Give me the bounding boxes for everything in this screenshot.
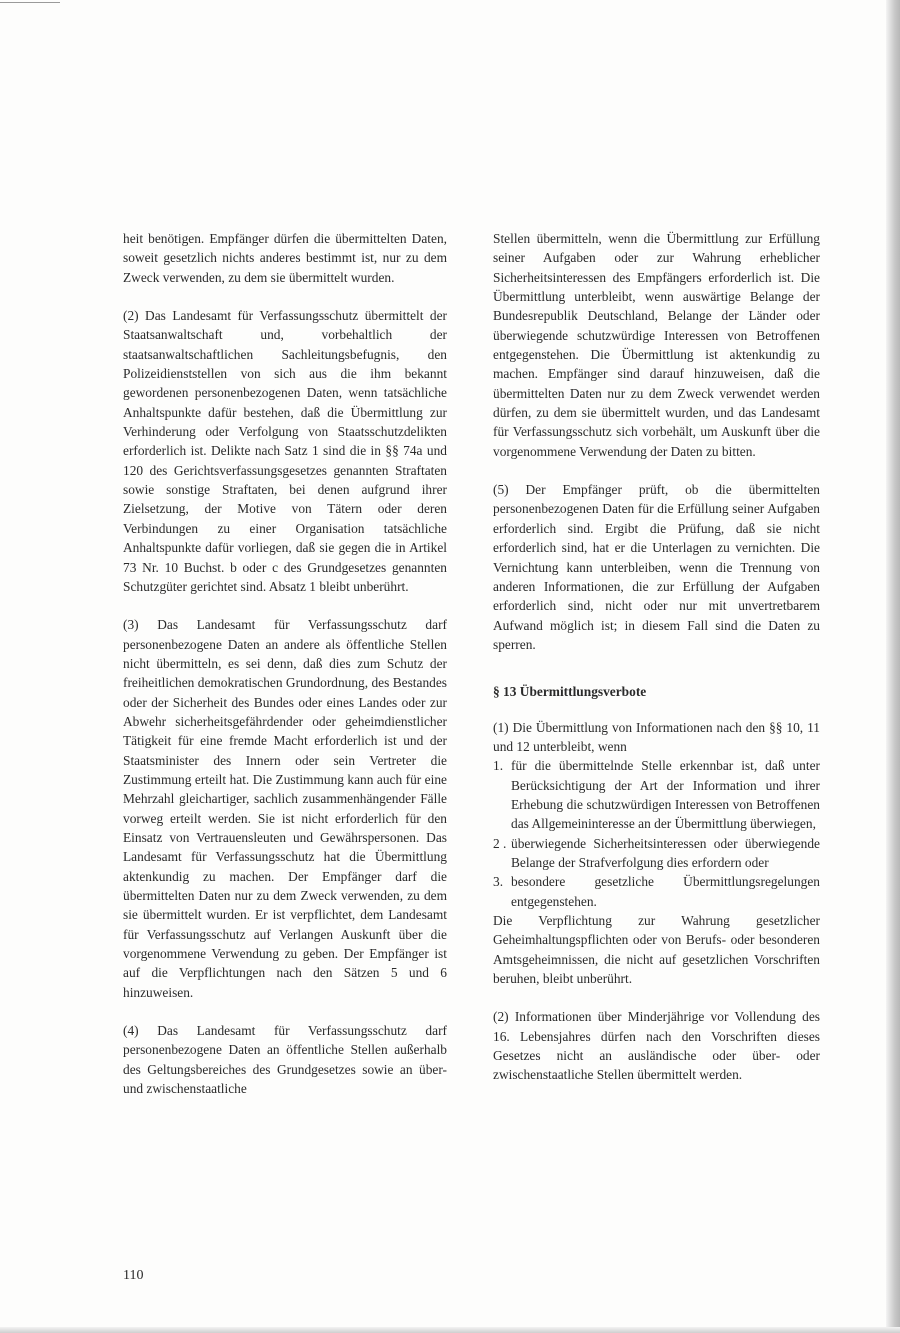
paragraph: heit benötigen. Empfänger dürfen die übermittelten Daten, soweit gesetzlich nichts anderes bestimmt ist, nur zu dem Zweck verwenden, zu dem sie übermittelt wurden. xyxy=(123,231,447,285)
list-item xyxy=(493,872,820,911)
list-item-text: besondere gesetzliche Übermittlungsregelungen entgegenstehen. xyxy=(511,874,820,909)
list-item-text: für die übermittelnde Stelle erkennbar ist, daß unter Berücksichtigung der Art der Information und ihrer Erhebung die schutzwürdigen Interessen von Betroffenen das Allgemeininteresse an der Übermittlung überwiegen, xyxy=(511,758,820,832)
paragraph: (3) Das Landesamt für Verfassungsschutz darf personenbezogene Daten an andere als öffentliche Stellen nicht übermitteln, es sei denn, daß dies zum Schutz der freiheitlichen demokratischen Grundordnung, des Bestandes oder der Sicherheit des Bundes oder eines Landes oder zur Abwehr sicherheitsgefährdender oder geheimdienstlicher Tätigkeit für eine fremde Macht erforderlich ist und der Staatsminister des Innern oder sein Vertreter die Zustimmung erteilt hat. Die Zustimmung kann auch für eine Mehrzahl gleichartiger, sachlich zusammenhängender Fälle vorweg erteilt werden. Sie ist nicht erforderlich für den Einsatz von Vertrauensleuten und Gewährspersonen. Das Landesamt für Verfassungsschutz hat die Übermittlung aktenkundig zu machen. Der Empfänger darf die übermittelten Daten nur zu dem Zweck verwenden, zu dem sie übermittelt wurden. Er ist verpflichtet, dem Landesamt für Verfassungsschutz auf Verlangen Auskunft über die vorgenommene Verwendung zu geben. Der Empfänger ist auf die Verpflichtungen nach den Sätzen 5 und 6 hinzuweisen. xyxy=(123,617,447,1000)
paragraph: (2) Informationen über Minderjährige vor Vollendung des 16. Lebensjahres dürfen nach den Vorschriften dieses Gesetzes nicht an ausländische oder über- oder zwischenstaatliche Stellen übermittelt werden. xyxy=(493,1009,820,1083)
list-item xyxy=(493,834,820,873)
paragraph: Die Verpflichtung zur Wahrung gesetzlicher Geheimhaltungspflichten oder von Berufs- oder besonderen Amtsgeheimnissen, die nicht auf gesetzlichen Vorschriften beruhen, bleibt unberührt. xyxy=(493,913,820,987)
paragraph: (4) Das Landesamt für Verfassungsschutz darf personenbezogene Daten an öffentliche Stellen außerhalb des Geltungsbereiches des Grundgesetzes sowie an über- und zwischenstaatliche xyxy=(123,1023,447,1097)
list-item-number: 1. xyxy=(493,758,504,774)
list-item xyxy=(493,756,820,833)
page-edge-shadow xyxy=(886,0,900,1333)
paragraph: Stellen übermitteln, wenn die Übermittlung zur Erfüllung seiner Aufgaben oder zur Wahrung erheblicher Sicherheitsinteressen des Empfängers erforderlich ist. Die Übermittlung unterbleibt, wenn auswärtige Belange der Bundesrepublik Deutschland, Belange der Länder oder überwiegende schutzwürdige Interessen von Betroffenen entgegenstehen. Die Übermittlung ist aktenkundig zu machen. Empfänger sind darauf hinzuweisen, daß die übermittelten Daten nur zu dem Zweck verwendet werden dürfen, zu dem sie übermittelt wurden, und das Landesamt für Verfassungsschutz sich vorbehält, um Auskunft über die vorgenommene Verwendung der Daten zu bitten. xyxy=(493,231,820,459)
page-number: 110 xyxy=(123,1268,144,1283)
section-heading: § 13 Übermittlungsverbote xyxy=(493,684,647,700)
list-item-text: überwiegende Sicherheitsinteressen oder überwiegende Belange der Strafverfolgung dies erfordern oder xyxy=(511,835,820,870)
left-column xyxy=(123,229,447,1117)
paragraph: (2) Das Landesamt für Verfassungsschutz übermittelt der Staatsanwaltschaft und, vorbehaltlich der staatsanwaltschaftlichen Sachleitungsbefugnis, den Polizeidienststellen von sich aus die ihm bekannt gewordenen personenbezogenen Daten, wenn tatsächliche Anhaltspunkte dafür bestehen, daß die Übermittlung zur Verhinderung oder Verfolgung von Staatsschutzdelikten erforderlich ist. Delikte nach Satz 1 sind die in §§ 74a und 120 des Gerichtsverfassungsgesetzes genannten Straftaten sowie sonstige Straftaten, bei denen aufgrund ihrer Zielsetzung, der Motive von Tätern oder deren Verbindungen zu einer Organisation tatsächliche Anhaltspunkte dafür vorliegen, daß sie gegen die in Artikel 73 Nr. 10 Buchst. b oder c des Grundgesetzes genannten Schutzgüter gerichtet sind. Absatz 1 bleibt unberührt. xyxy=(123,308,447,594)
list-item-number: 2 . xyxy=(493,835,507,851)
page-bottom-shadow xyxy=(0,1327,900,1333)
numbered-list xyxy=(493,756,820,911)
list-item-number: 3. xyxy=(493,874,504,890)
right-column xyxy=(493,229,820,1104)
paragraph: (5) Der Empfänger prüft, ob die übermittelten personenbezogenen Daten für die Erfüllung seiner Aufgaben erforderlich sind. Ergibt die Prüfung, daß sie nicht erforderlich sind, hat er die Unterlagen zu vernichten. Die Vernichtung kann unterbleiben, wenn die Trennung von anderen Informationen, die zur Erfüllung der Aufgaben erforderlich sind, nicht oder nur mit unvertretbarem Aufwand möglich ist; in diesem Fall sind die Daten zu sperren. xyxy=(493,482,820,652)
top-edge-rule xyxy=(0,2,60,3)
paragraph: (1) Die Übermittlung von Informationen nach den §§ 10, 11 und 12 unterbleibt, wenn xyxy=(493,719,820,754)
